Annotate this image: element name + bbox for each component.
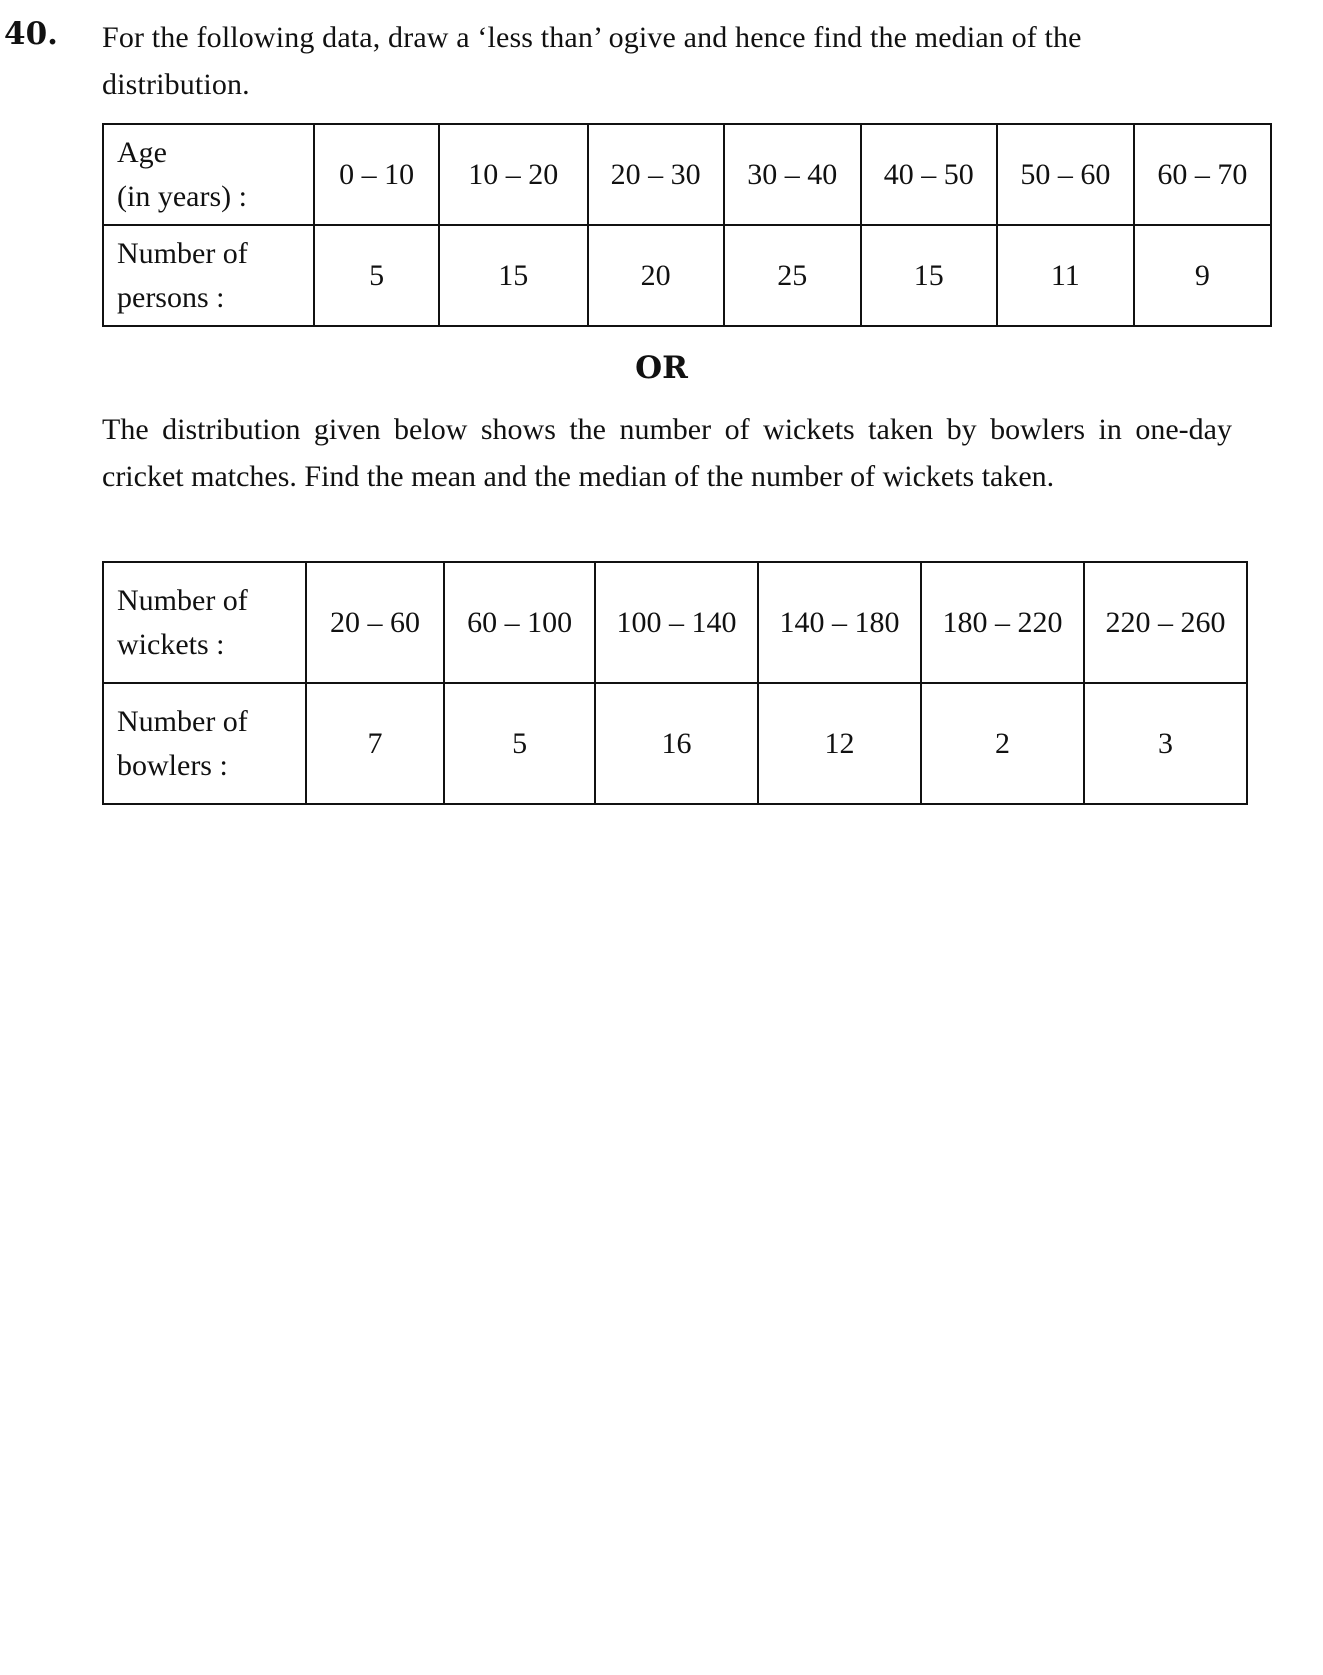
wickets-row-header: [103, 562, 306, 683]
alternative-question-text: The distribution given below shows the number of wickets taken by bowlers in one-day cricket matches. Find the mean and the median of the number of wickets taken.: [102, 413, 1232, 493]
age-interval-cell: 20 – 30: [588, 124, 724, 225]
age-row-header: [103, 124, 314, 225]
wickets-interval-cell: 180 – 220: [921, 562, 1084, 683]
age-header-line1: Age: [117, 135, 167, 169]
bowlers-row-header: [103, 683, 306, 804]
age-distribution-table: [102, 123, 1272, 327]
age-interval-cell: 10 – 20: [439, 124, 588, 225]
wickets-interval-cell: 220 – 260: [1084, 562, 1247, 683]
wickets-distribution-table: [102, 561, 1248, 805]
question-text: For the following data, draw a ‘less than’ ogive and hence find the median of the distribution.: [102, 21, 1082, 101]
age-interval-cell: 0 – 10: [314, 124, 438, 225]
bowlers-header-line2: bowlers :: [117, 748, 228, 782]
question-number: 40.: [4, 16, 58, 52]
bowlers-row: [103, 683, 1247, 804]
persons-row: [103, 225, 1271, 326]
or-separator: OR: [635, 350, 688, 386]
wickets-header-line1: Number of: [117, 583, 248, 617]
bowlers-count-cell: 7: [306, 683, 445, 804]
wickets-header-line2: wickets :: [117, 627, 225, 661]
persons-count-cell: 11: [997, 225, 1134, 326]
wickets-interval-cell: 20 – 60: [306, 562, 445, 683]
bowlers-count-cell: 2: [921, 683, 1084, 804]
age-interval-cell: 60 – 70: [1134, 124, 1271, 225]
wickets-interval-cell: 60 – 100: [444, 562, 595, 683]
wickets-row: [103, 562, 1247, 683]
age-interval-cell: 30 – 40: [724, 124, 861, 225]
persons-count-cell: 25: [724, 225, 861, 326]
bowlers-count-cell: 3: [1084, 683, 1247, 804]
persons-header-line1: Number of: [117, 236, 248, 270]
wickets-interval-cell: 100 – 140: [595, 562, 758, 683]
persons-count-cell: 15: [861, 225, 997, 326]
blank-page-area: [0, 820, 1323, 1675]
age-row: [103, 124, 1271, 225]
persons-header-line2: persons :: [117, 280, 225, 314]
bowlers-header-line1: Number of: [117, 704, 248, 738]
wickets-interval-cell: 140 – 180: [758, 562, 921, 683]
persons-count-cell: 9: [1134, 225, 1271, 326]
persons-count-cell: 15: [439, 225, 588, 326]
persons-row-header: [103, 225, 314, 326]
persons-count-cell: 20: [588, 225, 724, 326]
bowlers-count-cell: 12: [758, 683, 921, 804]
bowlers-count-cell: 16: [595, 683, 758, 804]
age-interval-cell: 50 – 60: [997, 124, 1134, 225]
persons-count-cell: 5: [314, 225, 438, 326]
bowlers-count-cell: 5: [444, 683, 595, 804]
age-header-line2: (in years) :: [117, 179, 247, 213]
age-interval-cell: 40 – 50: [861, 124, 997, 225]
